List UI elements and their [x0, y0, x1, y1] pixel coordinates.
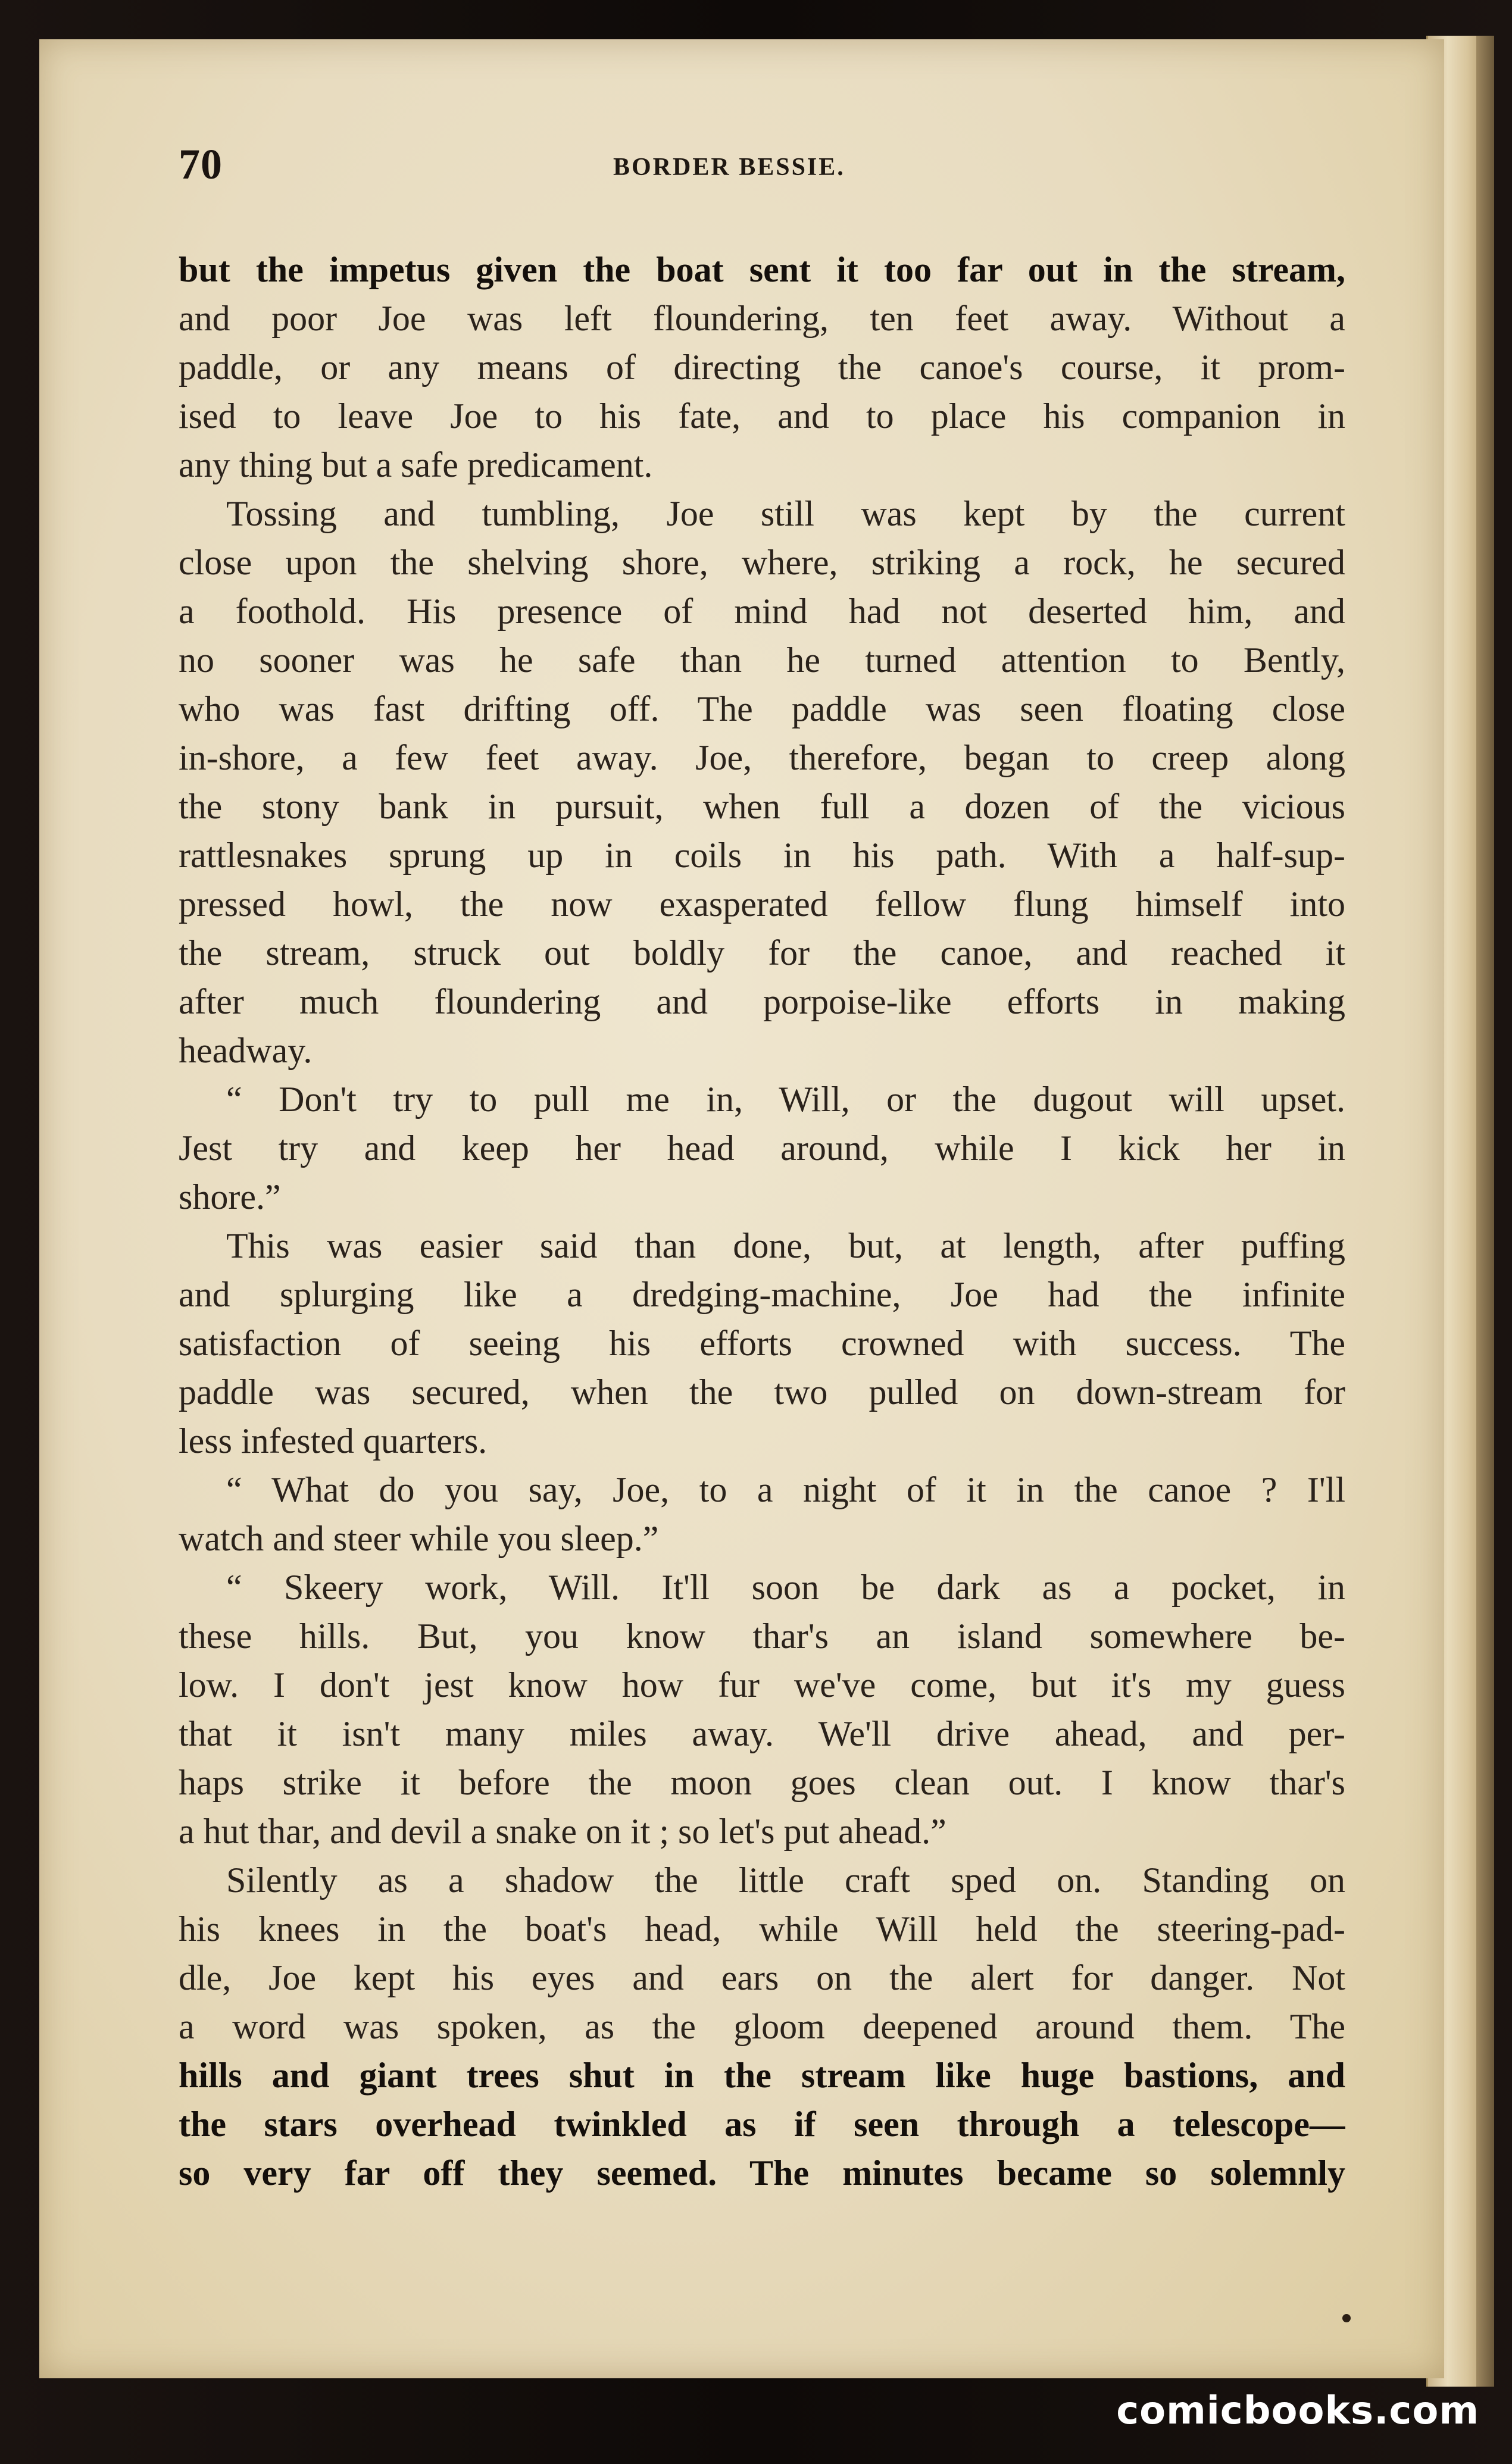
text-line: “ Don't try to pull me in, Will, or the dugout will upset.: [226, 1080, 1345, 1119]
text-line: the stream, struck out boldly for the canoe, and reached it: [179, 933, 1345, 973]
text-line: the stars overhead twinkled as if seen through a telescope—: [179, 2105, 1345, 2144]
text-line: a word was spoken, as the gloom deepened around them. The: [179, 2007, 1345, 2046]
text-line: no sooner was he safe than he turned attention to Bently,: [179, 640, 1345, 680]
text-line: satisfaction of seeing his efforts crowned with success. The: [179, 1324, 1345, 1363]
text-line: pressed howl, the now exasperated fellow flung himself into: [179, 884, 1345, 924]
text-line: these hills. But, you know thar's an island somewhere be-: [179, 1616, 1345, 1656]
text-line: his knees in the boat's head, while Will held the steering-pad-: [179, 1909, 1345, 1949]
text-line: dle, Joe kept his eyes and ears on the alert for danger. Not: [179, 1958, 1345, 1997]
text-line: the stony bank in pursuit, when full a dozen of the vicious: [179, 787, 1345, 826]
text-line: Silently as a shadow the little craft sped on. Standing on: [226, 1860, 1345, 1900]
text-line: in-shore, a few feet away. Joe, therefore, began to creep along: [179, 738, 1345, 777]
text-line: paddle was secured, when the two pulled on down-stream for: [179, 1372, 1345, 1412]
text-line: hills and giant trees shut in the stream like huge bastions, and: [179, 2056, 1345, 2095]
text-line: a hut thar, and devil a snake on it ; so let's put ahead.”: [179, 1812, 946, 1851]
running-head: BORDER BESSIE.: [613, 154, 845, 181]
page-number: 70: [179, 140, 223, 188]
text-line: paddle, or any means of directing the canoe's course, it prom-: [179, 348, 1345, 387]
text-line: headway.: [179, 1031, 313, 1070]
text-line: watch and steer while you sleep.”: [179, 1519, 659, 1558]
text-line: close upon the shelving shore, where, striking a rock, he secured: [179, 543, 1345, 582]
ink-speck: [1342, 2314, 1351, 2322]
text-line: ised to leave Joe to his fate, and to place his companion in: [179, 396, 1345, 436]
book-spine-edge: [1476, 36, 1494, 2387]
text-line: and splurging like a dredging-machine, Joe had the infinite: [179, 1275, 1345, 1314]
text-line: and poor Joe was left floundering, ten feet away. Without a: [179, 299, 1345, 338]
text-line: shore.”: [179, 1177, 281, 1217]
text-line: but the impetus given the boat sent it too far out in the stream,: [179, 250, 1345, 289]
text-line: so very far off they seemed. The minutes became so solemnly: [179, 2153, 1345, 2193]
watermark: comicbooks.com: [1116, 2389, 1479, 2433]
text-line: low. I don't jest know how fur we've come, but it's my guess: [179, 1665, 1345, 1705]
body-text: [179, 245, 1345, 2197]
text-line: Tossing and tumbling, Joe still was kept by the current: [226, 494, 1345, 533]
text-line: haps strike it before the moon goes clean out. I know thar's: [179, 1763, 1345, 1802]
text-line: Jest try and keep her head around, while I kick her in: [179, 1128, 1345, 1168]
page-header: [179, 140, 1345, 211]
text-line: less infested quarters.: [179, 1421, 488, 1461]
text-line: after much floundering and porpoise-like efforts in making: [179, 982, 1345, 1021]
text-line: This was easier said than done, but, at length, after puffing: [226, 1226, 1345, 1265]
text-line: any thing but a safe predicament.: [179, 445, 653, 484]
text-line: who was fast drifting off. The paddle was seen floating close: [179, 689, 1345, 728]
text-line: rattlesnakes sprung up in coils in his path. With a half-sup-: [179, 836, 1345, 875]
text-line: “ Skeery work, Will. It'll soon be dark as a pocket, in: [226, 1568, 1345, 1607]
text-line: that it isn't many miles away. We'll drive ahead, and per-: [179, 1714, 1345, 1753]
text-line: “ What do you say, Joe, to a night of it in the canoe ? I'll: [226, 1470, 1345, 1509]
text-line: a foothold. His presence of mind had not deserted him, and: [179, 592, 1345, 631]
